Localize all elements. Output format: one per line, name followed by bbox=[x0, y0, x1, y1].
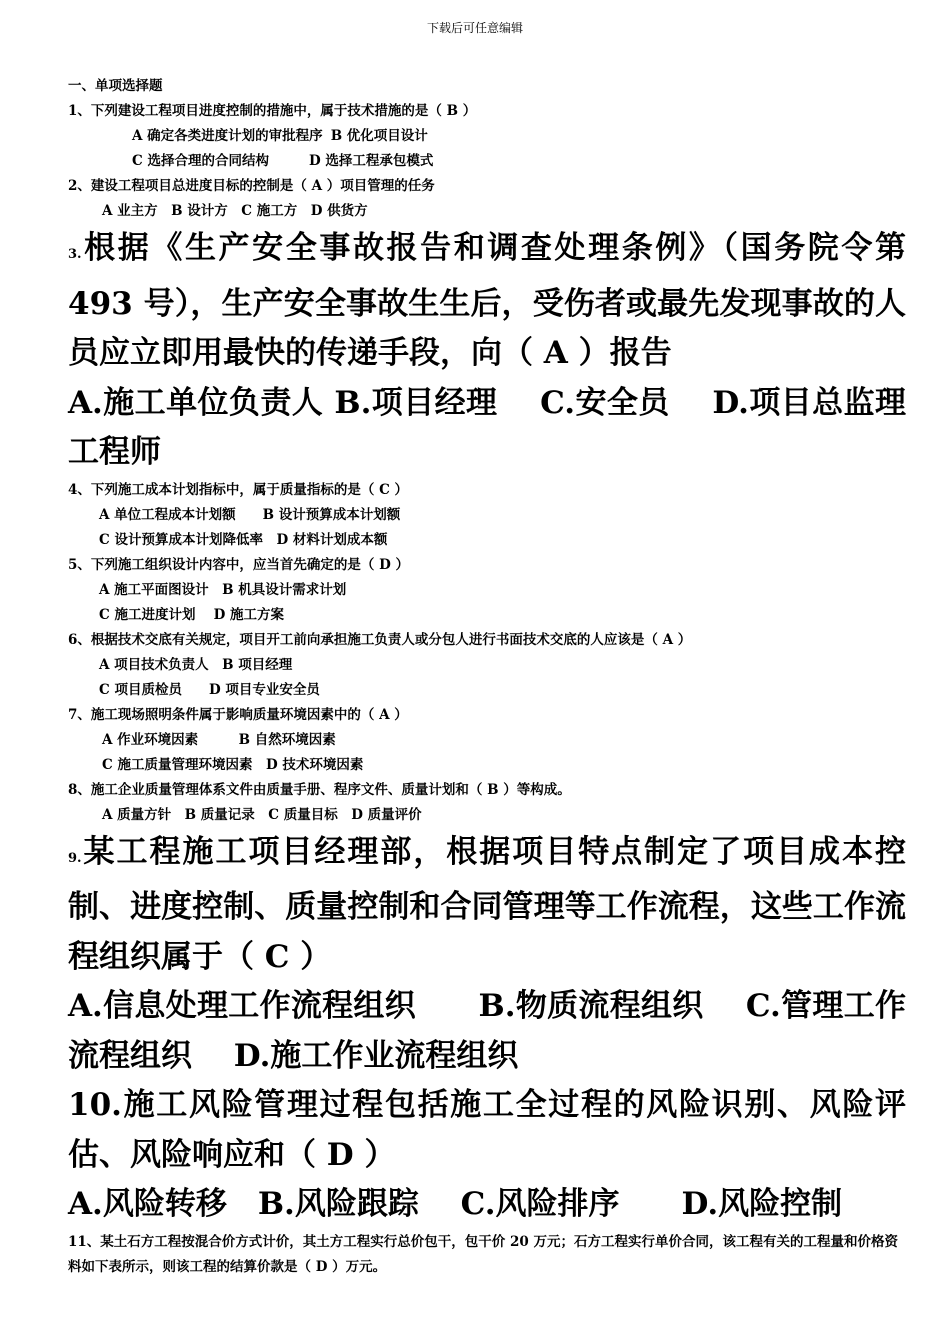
q1-option-a: A 确定各类进度计划的审批程序 bbox=[132, 128, 323, 144]
q9-options: A.信息处理工作流程组织 B.物质流程组织 C.管理工作流程组织 D.施工作业流程组织 bbox=[68, 988, 906, 1074]
page-header: 下载后可任意编辑 bbox=[426, 21, 523, 35]
q6-options-cd: C 项目质检员 D 项目专业安全员 bbox=[99, 681, 320, 698]
q3-stem bbox=[68, 224, 906, 379]
q10-stem: 10.施工风险管理过程包括施工全过程的风险识别、风险评估、风险响应和（ D ） bbox=[68, 1087, 906, 1173]
q4-stem: 4、下列施工成本计划指标中，属于质量指标的是（ C ） bbox=[68, 481, 409, 498]
q5-stem: 5、下列施工组织设计内容中，应当首先确定的是（ D ） bbox=[68, 556, 409, 573]
q9-number: 9. bbox=[68, 850, 82, 866]
q4-options-ab: A 单位工程成本计划额 B 设计预算成本计划额 bbox=[99, 506, 401, 523]
q11-stem: 11、某土石方工程按混合价方式计价，其土方工程实行总价包干，包干价 20 万元；石方工程实行单价合同，该工程有关的工程量和价格资料如下表所示，则该工程的结算价款是（ D ）万元。 bbox=[68, 1233, 898, 1275]
q1-stem: 1、下列建设工程项目进度控制的措施中，属于技术措施的是（ B ） bbox=[68, 103, 477, 119]
q1-option-b: B 优化项目设计 bbox=[330, 128, 428, 144]
q2-options: A 业主方 B 设计方 C 施工方 D 供货方 bbox=[102, 203, 368, 219]
q3-number: 3. bbox=[68, 247, 82, 262]
q5-options-cd: C 施工进度计划 D 施工方案 bbox=[99, 606, 285, 623]
q8-options: A 质量方针 B 质量记录 C 质量目标 D 质量评价 bbox=[102, 806, 422, 823]
q1-option-d: D 选择工程承包模式 bbox=[308, 153, 434, 169]
q6-options-ab: A 项目技术负责人 B 项目经理 bbox=[99, 656, 293, 673]
document-body bbox=[68, 74, 906, 1280]
section-title: 一、单项选择题 bbox=[68, 78, 163, 94]
q3-options: A.施工单位负责人 B.项目经理 C.安全员 D.项目总监理工程师 bbox=[68, 384, 906, 470]
q3-text: 根据《生产安全事故报告和调查处理条例》（国务院令第 493 号），生产安全事故生生后，受伤者或最先发现事故的人员应立即用最快的传递手段，向（ A ）报告 bbox=[68, 230, 906, 371]
q8-stem: 8、施工企业质量管理体系文件由质量手册、程序文件、质量计划和（ B ）等构成。 bbox=[68, 781, 571, 798]
q4-options-cd: C 设计预算成本计划降低率 D 材料计划成本额 bbox=[99, 531, 388, 548]
q9-text: 某工程施工项目经理部，根据项目特点制定了项目成本控制、进度控制、质量控制和合同管理等工作流程，这些工作流程组织属于（ C ） bbox=[68, 833, 906, 975]
q5-options-ab: A 施工平面图设计 B 机具设计需求计划 bbox=[99, 581, 347, 598]
q7-stem: 7、施工现场照明条件属于影响质量环境因素中的（ A ） bbox=[68, 706, 408, 723]
q1-options-ab bbox=[68, 124, 906, 149]
q7-options-ab: A 作业环境因素 B 自然环境因素 bbox=[102, 731, 336, 748]
q10-options: A.风险转移 B.风险跟踪 C.风险排序 D.风险控制 bbox=[68, 1186, 843, 1222]
q7-options-cd: C 施工质量管理环境因素 D 技术环境因素 bbox=[102, 756, 364, 773]
q2-stem: 2、建设工程项目总进度目标的控制是（ A ）项目管理的任务 bbox=[68, 178, 435, 194]
q1-option-c: C 选择合理的合同结构 bbox=[132, 153, 269, 169]
q6-stem: 6、根据技术交底有关规定，项目开工前向承担施工负责人或分包人进行书面技术交底的人应该是（ A ） bbox=[68, 631, 692, 648]
q9-stem bbox=[68, 828, 906, 983]
q1-options-cd bbox=[68, 149, 906, 174]
